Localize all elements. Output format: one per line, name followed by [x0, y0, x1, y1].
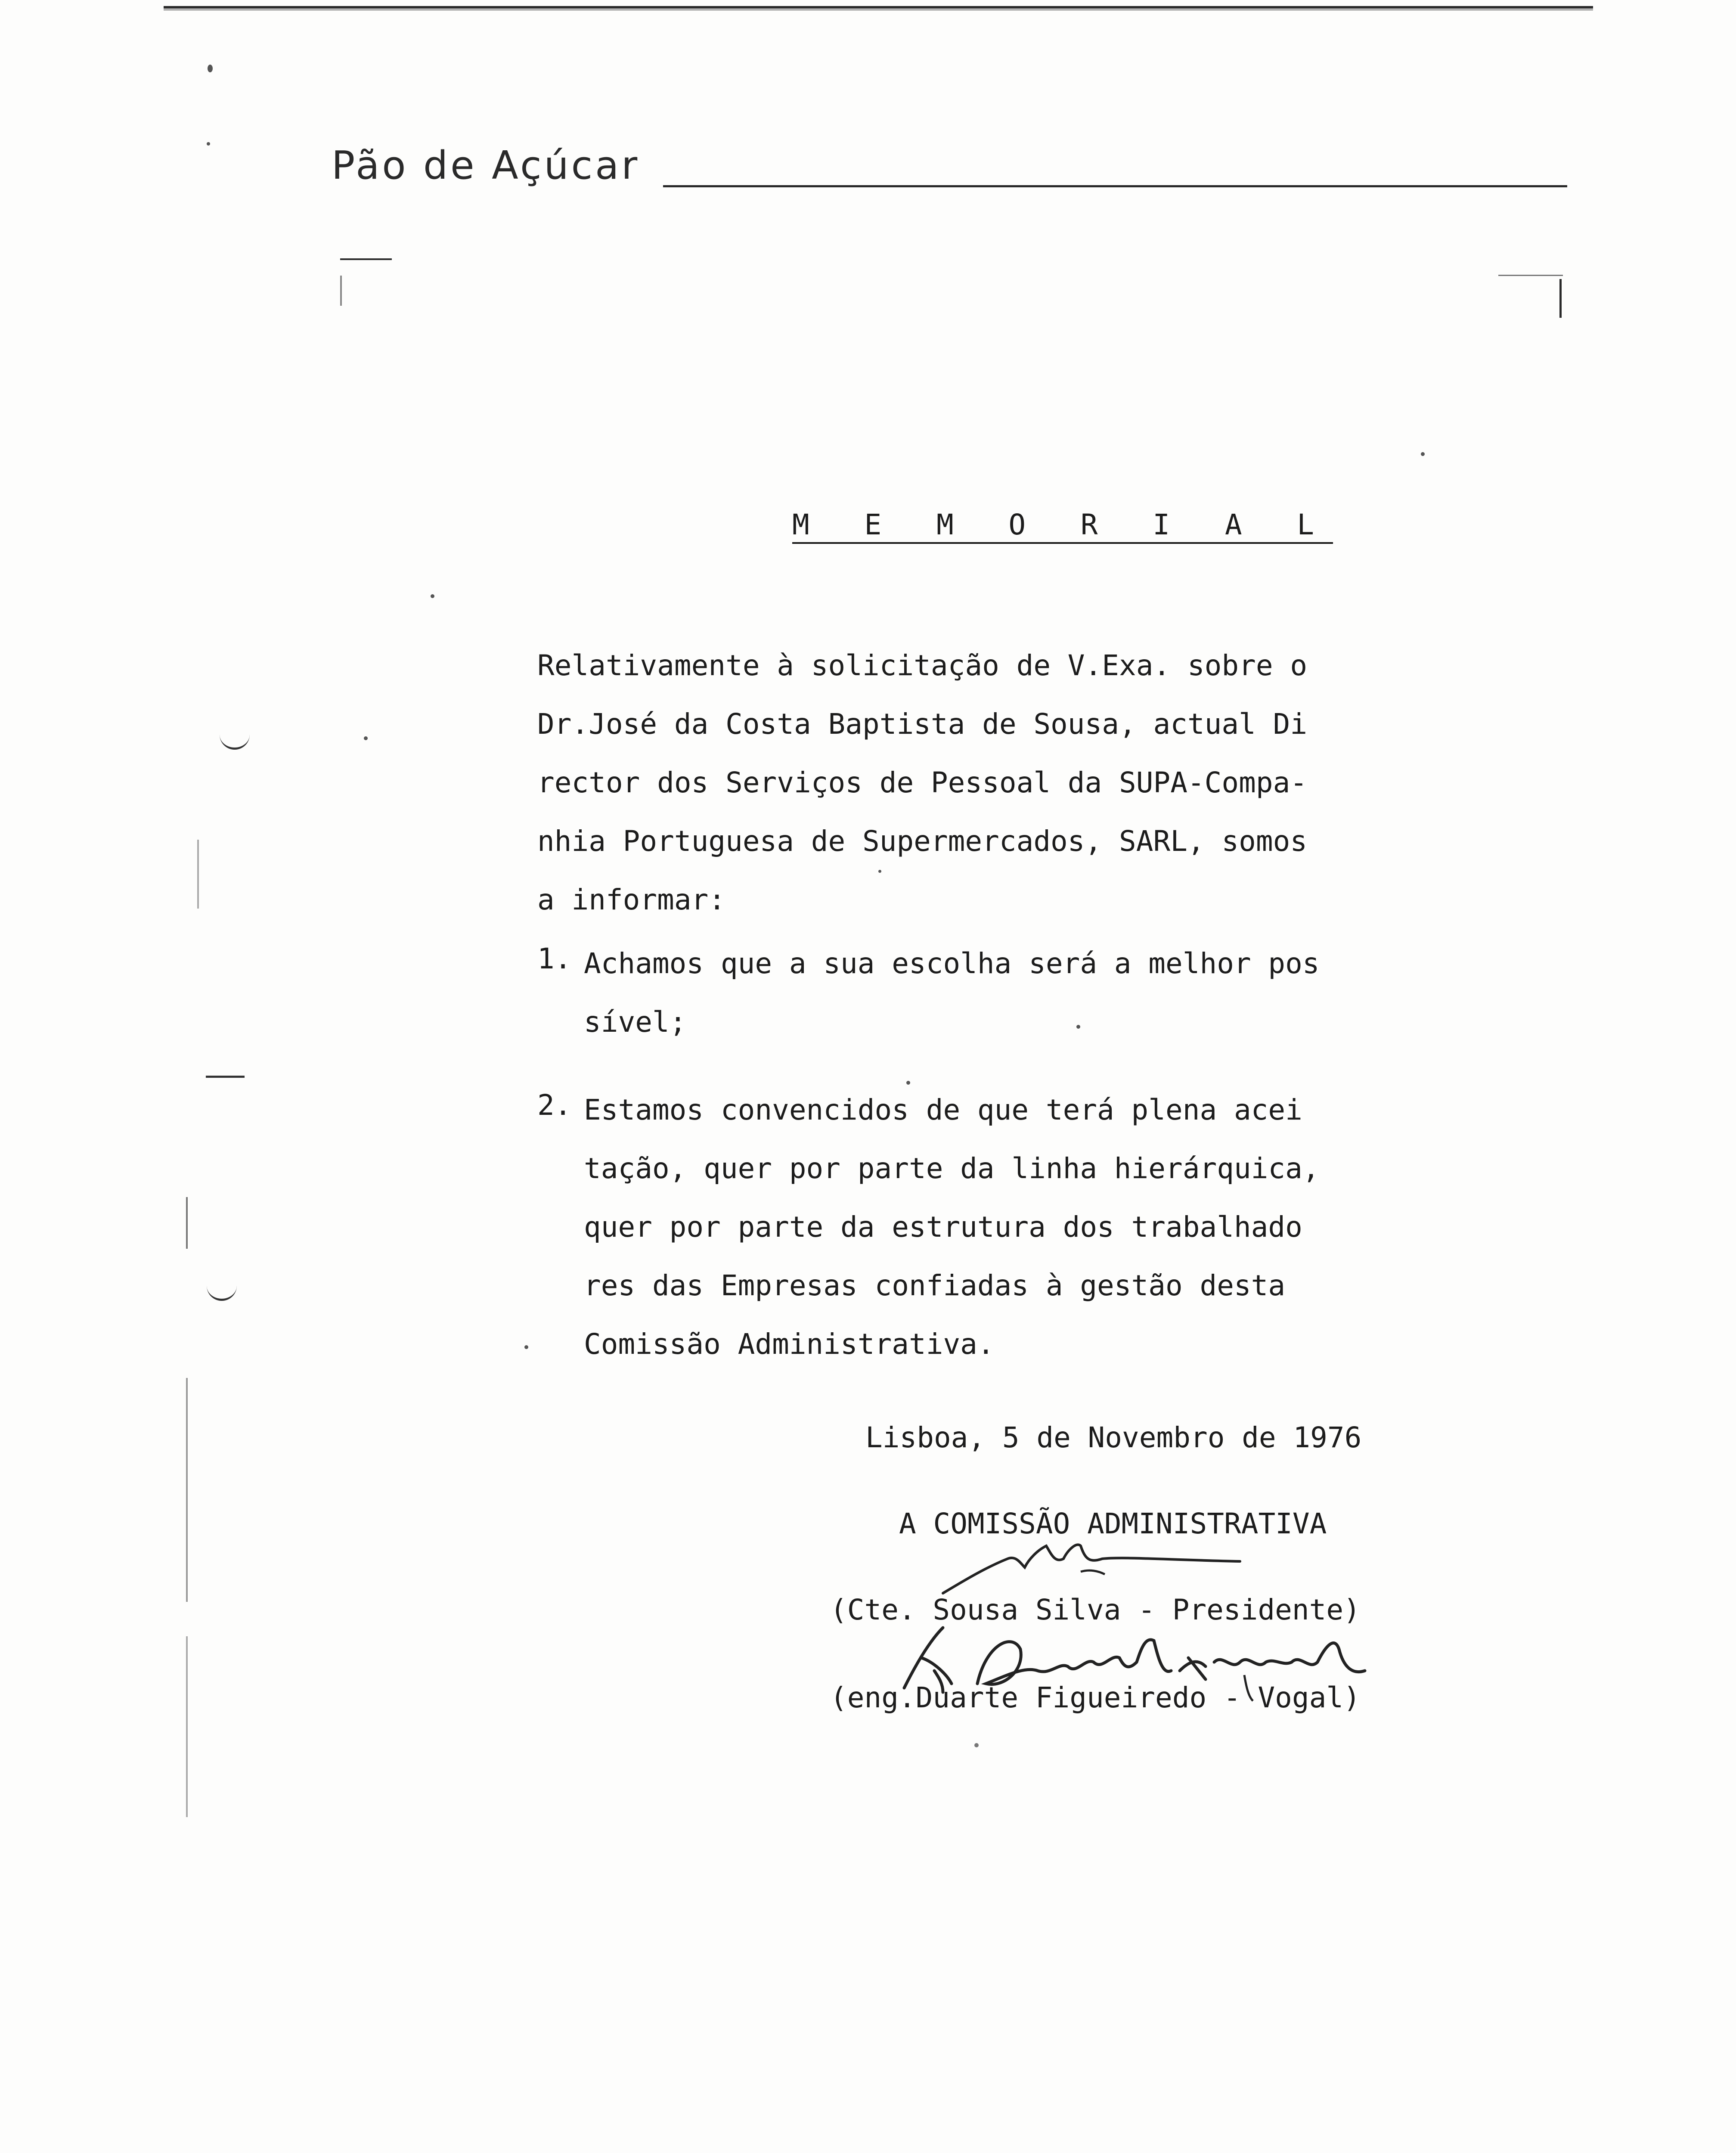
signatory-body: A COMISSÃO ADMINISTRATIVA [899, 1507, 1327, 1540]
crop-mark-left-vertical [340, 276, 342, 306]
speck [1076, 1025, 1080, 1029]
item-line: quer por parte da estrutura dos trabalhado [584, 1210, 1302, 1244]
speck [207, 142, 210, 146]
letterhead-rule [663, 185, 1567, 187]
speck [364, 736, 368, 740]
speck [524, 1345, 528, 1349]
speck [1421, 452, 1425, 456]
intro-line: Relativamente à solicitação de V.Exa. sobre o [537, 649, 1308, 682]
speck [906, 1081, 910, 1085]
margin-dash [206, 1076, 245, 1078]
intro-paragraph [537, 636, 1307, 929]
item-line: Estamos convencidos de que terá plena acei [584, 1093, 1302, 1126]
intro-line: Dr.José da Costa Baptista de Sousa, actual Di [537, 707, 1308, 741]
letterhead-name: Pão de Açúcar [332, 143, 640, 188]
intro-line: a informar: [537, 883, 726, 916]
punch-hole-mark [207, 1283, 237, 1301]
speck [431, 594, 434, 598]
memo-title: M E M O R I A L [792, 508, 1333, 541]
item-line: sível; [584, 1005, 687, 1039]
crop-mark-left [340, 258, 392, 260]
scan-edge-line-thin [164, 9, 1593, 10]
item-number: 2. [537, 1089, 572, 1122]
margin-tick [197, 840, 199, 909]
crop-mark-right [1498, 275, 1563, 276]
speck [974, 1743, 979, 1747]
signature-president [939, 1533, 1266, 1602]
signatory-vogal: (eng.Duarte Figueiredo - Vogal) [830, 1681, 1361, 1714]
punch-hole-mark [220, 732, 250, 750]
item-line: res das Empresas confiadas à gestão desta [584, 1269, 1286, 1302]
signatory-president: (Cte. Sousa Silva - Presidente) [830, 1593, 1361, 1626]
item-line: Comissão Administrativa. [584, 1328, 995, 1361]
place-date: Lisboa, 5 de Novembro de 1976 [865, 1421, 1362, 1454]
item-1-text [584, 934, 1320, 1052]
margin-tick [186, 1378, 188, 1602]
speck [878, 870, 881, 873]
margin-tick [186, 1197, 188, 1249]
intro-line: rector dos Serviços de Pessoal da SUPA-Compa- [537, 766, 1308, 799]
item-line: Achamos que a sua escolha será a melhor pos [584, 947, 1320, 980]
crop-mark-right-vertical [1559, 279, 1562, 318]
item-line: tação, quer por parte da linha hierárquica, [584, 1152, 1320, 1185]
intro-line: nhia Portuguesa de Supermercados, SARL, somos [537, 825, 1308, 858]
item-number: 1. [537, 942, 572, 975]
margin-tick [186, 1636, 188, 1817]
scan-edge-line [164, 6, 1593, 9]
speck [208, 65, 213, 72]
item-2-text [584, 1081, 1320, 1374]
